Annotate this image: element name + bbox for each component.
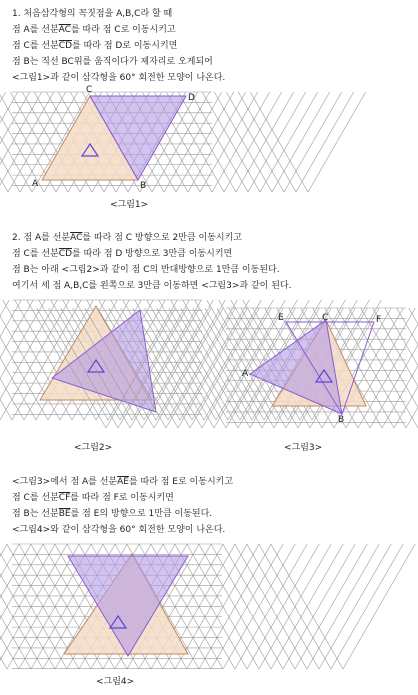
- s1-line1: 1. 처음삼각형의 꼭짓점을 A,B,C라 할 때: [12, 9, 173, 19]
- figure-3: [226, 308, 406, 428]
- grid-line: [331, 544, 403, 669]
- grid-line: [202, 92, 260, 192]
- grid-line: [238, 92, 296, 192]
- grid-line: [236, 92, 294, 192]
- grid-line: [190, 92, 248, 192]
- grid-line: [0, 300, 57, 420]
- grid-line: [224, 92, 282, 192]
- label-c: C: [322, 313, 329, 323]
- grid-line: [200, 92, 258, 192]
- label-e: E: [278, 313, 284, 323]
- grid-line: [296, 92, 354, 192]
- label-d: D: [188, 93, 195, 103]
- grid-line: [361, 308, 418, 428]
- grid-line: [0, 300, 36, 420]
- grid-line: [343, 544, 415, 669]
- caption-fig1: <그림1>: [110, 200, 149, 210]
- s2-line4: 여기서 세 점 A,B,C를 왼쪽으로 3만큼 이동하면 <그림3>과 같이 된다.: [12, 281, 292, 291]
- grid-line: [176, 92, 234, 192]
- grid-line: [382, 308, 418, 428]
- grid-line: [250, 92, 308, 192]
- s3-line4: <그림4>와 같이 삼각형을 60° 회전한 모양이 나온다.: [12, 525, 226, 535]
- s3-line1: <그림3>에서 점 A를 선분$\overline{AE}$를 따라 점 E로 이동시키고: [12, 477, 234, 487]
- grid-line: [212, 92, 270, 192]
- grid-line: [226, 92, 284, 192]
- figure-2: [12, 300, 202, 420]
- s1-line2: 점 A를 선분$\overline{AC}$를 따라 점 C로 이동시키고: [12, 25, 176, 35]
- grid-line: [394, 308, 418, 428]
- figure-1: [12, 85, 212, 192]
- grid-line: [370, 308, 418, 428]
- grid-line: [385, 308, 418, 428]
- grid-line: [307, 544, 379, 669]
- s2-line2: 점 C를 선분$\overline{CD}$를 따라 점 D 방향으로 3만큼 이동시키면: [12, 249, 233, 259]
- grid-line: [272, 92, 330, 192]
- figure-4: [12, 544, 222, 669]
- grid-line: [0, 300, 33, 420]
- s3-line3: 점 B는 선분$\overline{BE}$를 점 E의 방향으로 1만큼 이동된다.: [12, 509, 213, 519]
- grid-line: [0, 300, 48, 420]
- grid-line: [178, 92, 236, 192]
- grid-line: [248, 92, 306, 192]
- caption-fig4: <그림4>: [96, 677, 135, 687]
- s1-line4: 점 B는 직선 BC위를 움직이다가 제자리로 오게되어: [12, 57, 213, 67]
- label-b: B: [140, 181, 147, 191]
- label-a: A: [32, 179, 39, 189]
- label-c: C: [86, 85, 93, 95]
- s2-line1: 2. 점 A를 선분$\overline{AC}$를 따라 점 C 방향으로 2만큼 이동시키고: [12, 233, 242, 243]
- s1-line3: 점 C를 선분$\overline{CD}$를 따라 점 D로 이동시키면: [12, 41, 178, 51]
- triangular-grid: [0, 544, 415, 669]
- segment-cd: $\overline{CD}$: [58, 41, 73, 51]
- segment-ac: $\overline{AC}$: [58, 25, 71, 35]
- grid-line: [319, 544, 391, 669]
- s2-line3: 점 B는 아래 <그림2>과 같이 점 C의 반대방향으로 1만큼 이동된다.: [12, 265, 280, 275]
- grid-line: [0, 300, 60, 420]
- grid-line: [284, 92, 342, 192]
- caption-fig3: <그림3>: [284, 443, 323, 453]
- grid-line: [295, 544, 367, 669]
- caption-fig2: <그림2>: [74, 443, 113, 453]
- grid-line: [308, 92, 366, 192]
- grid-line: [283, 544, 355, 669]
- s3-line2: 점 C를 선분$\overline{CF}$를 따라 점 F로 이동시키면: [12, 493, 174, 503]
- label-a: A: [242, 369, 249, 379]
- grid-line: [0, 300, 24, 420]
- grid-line: [358, 308, 418, 428]
- grid-line: [260, 92, 318, 192]
- label-b: B: [338, 415, 345, 425]
- grid-line: [214, 92, 272, 192]
- grid-line: [188, 92, 246, 192]
- label-f: F: [376, 315, 382, 325]
- s1-line5: <그림1>과 같이 삼각형을 60° 회전한 모양이 나온다.: [12, 73, 226, 83]
